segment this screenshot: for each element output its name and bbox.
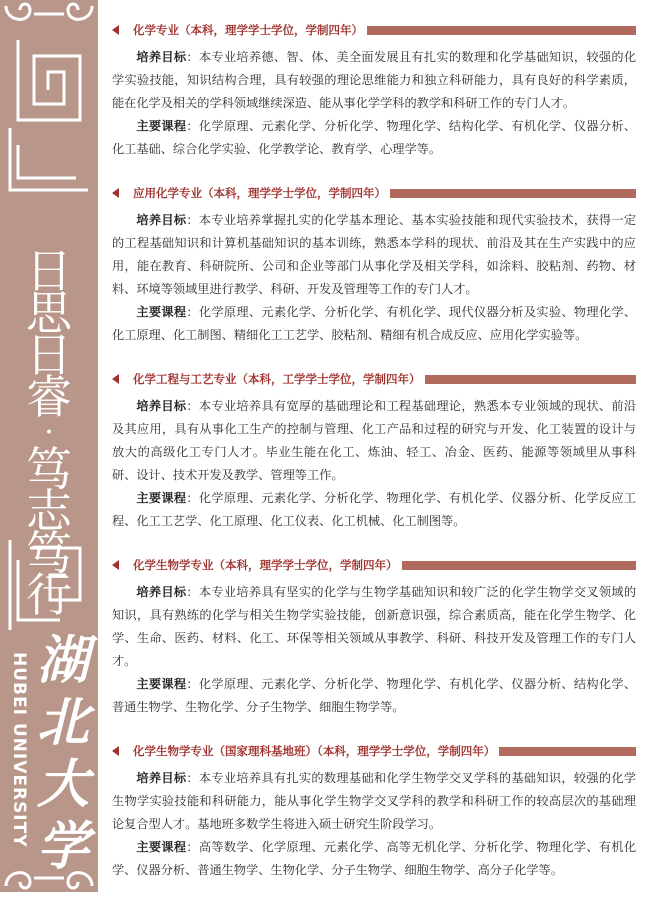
header-bar (425, 375, 637, 384)
courses-text: ：化学原理、元素化学、分析化学、物理化学、有机化学、仪器分析、结构化学、普通生物学、生物化学、分子生物学、细胞生物学等。 (112, 677, 637, 714)
training-goal (112, 581, 636, 673)
courses-text: ：化学原理、元素化学、分析化学、物理化学、结构化学、有机化学、仪器分析、化工基础、综合化学实验、化学教学论、教育学、心理学等。 (112, 119, 637, 156)
triangle-left-icon (112, 560, 119, 570)
decorative-band (0, 0, 98, 892)
section-header (112, 20, 636, 40)
motto-char: 行 (26, 568, 72, 622)
courses-label: 主要课程 (136, 491, 187, 505)
training-goal (112, 209, 636, 301)
courses-label: 主要课程 (136, 677, 187, 691)
motto-char: 志 (26, 484, 72, 538)
univ-char: 北 (36, 692, 89, 753)
section-title: 化学专业（本科，理学学士学位，学制四年） (133, 23, 363, 37)
section-title: 化学生物学专业（国家理科基地班）（本科，理学学士学位，学制四年） (133, 744, 496, 758)
main-courses (112, 673, 636, 719)
university-logo-calligraphy (36, 630, 90, 878)
courses-text: ：化学原理、元素化学、分析化学、有机化学、现代仪器分析及实验、物理化学、化工原理、化工制图、精细化工工艺学、胶粘剂、精细有机合成反应、应用化学实验等。 (112, 305, 637, 342)
main-courses (112, 487, 636, 533)
goal-text: ：本专业培养具有宽厚的基础理论和工程基础理论，熟悉本专业领域的现状、前沿及其应用，具有从事化工生产的控制与管理、化工产品和过程的研究与开发、化工装置的设计与放大的高级化工专门人才。毕业生能在化工、炼油、轻工、冶金、医药、能源等领域里从事科研、设计、技术开发及教学、管理等工作。 (112, 399, 637, 482)
training-goal (112, 395, 636, 487)
goal-text: ：本专业培养具有扎实的数理基础和化学生物学交叉学科的基础知识，较强的化学生物学实验技能和科研能力，能从事化学生物学交叉学科的教学和科研工作的较高层次的基础理论复合型人才。基地班多数学生将进入硕士研究生阶段学习。 (112, 771, 637, 831)
motto-char: 笃 (26, 442, 72, 496)
goal-label: 培养目标 (136, 585, 187, 599)
section-header (112, 741, 636, 761)
goal-label: 培养目标 (136, 771, 187, 785)
goal-text: ：本专业培养德、智、体、美全面发展且有扎实的数理和化学基础知识，较强的化学实验技能，知识结构合理，具有较强的理论思维能力和独立科研能力，具有良好的科学素质，能在化学及相关的学科领域继续深造、能从事化学学科的教学和科研工作的专门人才。 (112, 50, 637, 110)
main-courses (112, 301, 636, 347)
training-goal (112, 767, 636, 836)
major-section (112, 741, 636, 882)
main-courses (112, 836, 636, 882)
header-bar (367, 26, 636, 35)
courses-label: 主要课程 (136, 305, 187, 319)
section-header (112, 183, 636, 203)
goal-text: ：本专业培养掌握扎实的化学基本理论、基本实验技能和现代实验技术，获得一定的工程基础知识和计算机基础知识的基本训练，熟悉本学科的现状、前沿及其在生产实践中的应用，能在教育、科研院所、公司和企业等部门从事化学及相关学科，如涂料、胶粘剂、药物、材料、环境等领域里进行教学、科研、开发及管理等工作的专门人才。 (112, 213, 637, 296)
header-bar (402, 561, 637, 570)
major-section (112, 20, 636, 161)
goal-label: 培养目标 (136, 399, 187, 413)
section-title: 化学生物学专业（本科，理学学士学位，学制四年） (133, 558, 398, 572)
univ-char: 湖 (36, 630, 89, 691)
university-name-english: HUBEI UNIVERSITY (9, 652, 29, 848)
major-section (112, 555, 636, 719)
goal-label: 培养目标 (136, 50, 187, 64)
triangle-left-icon (112, 25, 119, 35)
section-header (112, 369, 636, 389)
triangle-left-icon (112, 188, 119, 198)
motto-char: 日 (26, 244, 72, 298)
goal-label: 培养目标 (136, 213, 187, 227)
header-bar (499, 747, 636, 756)
motto-char: 睿 (26, 370, 72, 424)
major-section (112, 183, 636, 347)
motto-char: 笃 (26, 526, 72, 580)
section-header (112, 555, 636, 575)
triangle-left-icon (112, 374, 119, 384)
courses-text: ：化学原理、元素化学、分析化学、物理化学、有机化学、仪器分析、化学反应工程、化工工艺学、化工原理、化工仪表、化工机械、化工制图等。 (112, 491, 637, 528)
univ-char: 学 (36, 816, 89, 877)
major-section (112, 369, 636, 533)
section-title: 化学工程与工艺专业（本科，工学学士学位，学制四年） (133, 372, 421, 386)
goal-text: ：本专业培养具有坚实的化学与生物学基础知识和较广泛的化学生物学交叉领域的知识，具有熟练的化学与相关生物学实验技能，创新意识强，综合素质高，能在化学生物学、化学、生命、医药、材料、化工、环保等相关领域从事教学、科研、科技开发及管理工作的专门人才。 (112, 585, 637, 668)
triangle-left-icon (112, 746, 119, 756)
courses-text: ：高等数学、化学原理、元素化学、高等无机化学、分析化学、物理化学、有机化学、仪器分析、普通生物学、生物化学、分子生物学、细胞生物学、高分子化学等。 (112, 840, 637, 877)
motto-char: 日 (26, 328, 72, 382)
motto-char: 思 (26, 286, 72, 340)
courses-label: 主要课程 (136, 840, 187, 854)
univ-char: 大 (36, 754, 89, 815)
courses-label: 主要课程 (136, 119, 187, 133)
main-courses (112, 115, 636, 161)
section-title: 应用化学专业（本科，理学学士学位，学制四年） (133, 186, 386, 200)
motto-char: · (44, 415, 54, 450)
header-bar (390, 189, 636, 198)
training-goal (112, 46, 636, 115)
majors-content (112, 20, 636, 904)
school-motto (12, 244, 86, 622)
